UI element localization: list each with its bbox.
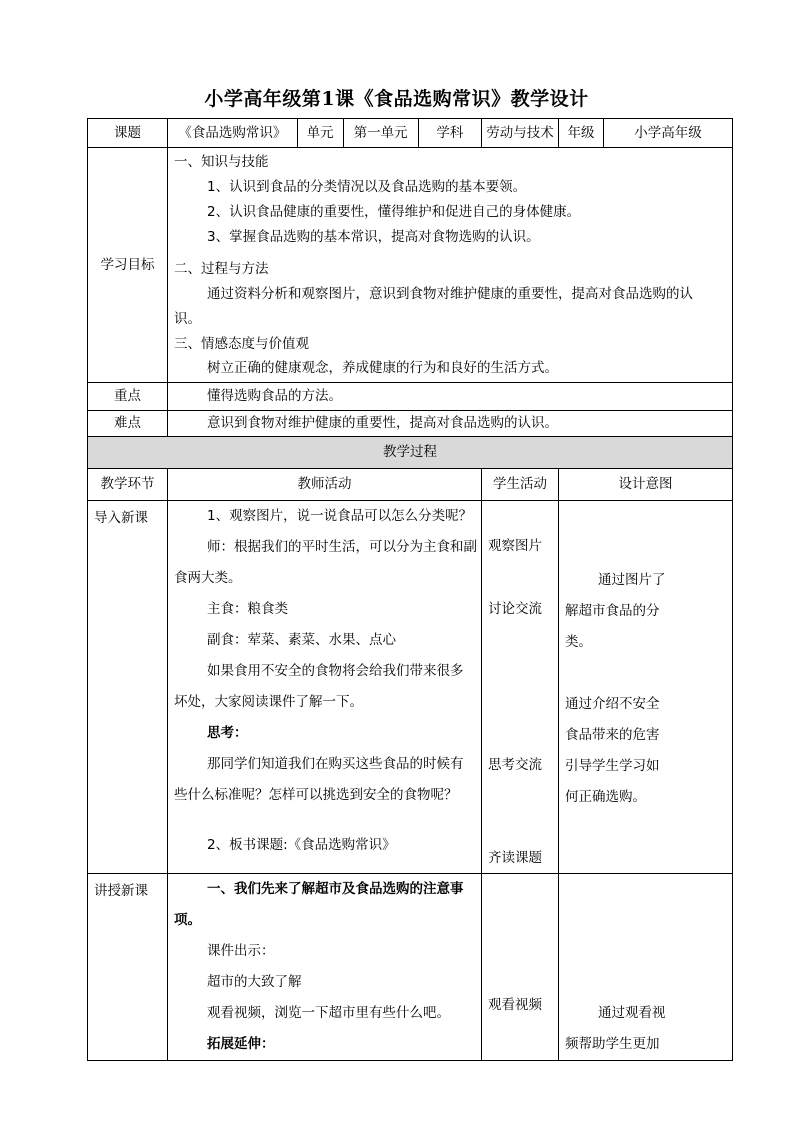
- difficulty-row: [88, 411, 733, 437]
- objective-line: 一、知识与技能: [174, 154, 269, 170]
- teacher-line: 那同学们知道我们在购买这些食品的时候有: [207, 756, 464, 772]
- design-line: 食品带来的危害: [565, 727, 660, 743]
- course-label: 课题: [88, 119, 168, 148]
- objective-line: 通过资料分析和观察图片，意识到食物对维护健康的重要性，提高对食品选购的认: [207, 286, 693, 302]
- column-student: 学生活动: [482, 469, 559, 501]
- process-header: 教学过程: [88, 437, 733, 469]
- header-row: [88, 119, 733, 148]
- unit-label: 单元: [297, 119, 343, 148]
- teacher-line: 课件出示：: [207, 943, 275, 959]
- objective-line: 1、认识到食品的分类情况以及食品选购的基本要领。: [207, 179, 527, 195]
- teacher-line: 项。: [174, 912, 201, 928]
- student-line: 齐读课题: [488, 850, 542, 866]
- column-design: 设计意图: [559, 469, 733, 501]
- objectives-label: 学习目标: [88, 148, 168, 383]
- objectives-row: [88, 148, 733, 383]
- key-point-label: 重点: [88, 383, 168, 411]
- teacher-line: 观看视频，浏览一下超市里有些什么吧。: [207, 1005, 450, 1021]
- teacher-line: 主食：粮食类: [207, 601, 288, 617]
- teacher-line: 2、板书课题:《食品选购常识》: [207, 837, 396, 853]
- design-line: 通过图片了: [598, 572, 666, 588]
- teacher-line: 食两大类。: [174, 570, 242, 586]
- teacher-line: 如果食用不安全的食物将会给我们带来很多: [207, 663, 464, 679]
- lecture-row: [88, 874, 733, 1061]
- intro-stage: 导入新课: [88, 501, 168, 874]
- intro-student: [482, 501, 559, 874]
- teacher-line: 1、观察图片，说一说食品可以怎么分类呢？: [207, 508, 473, 524]
- difficulty-label: 难点: [88, 411, 168, 437]
- difficulty-value: 意识到食物对维护健康的重要性，提高对食品选购的认识。: [168, 411, 733, 437]
- grade-label: 年级: [559, 119, 604, 148]
- teacher-line: 师：根据我们的平时生活，可以分为主食和副: [207, 539, 477, 555]
- objective-line: 树立正确的健康观念，养成健康的行为和良好的生活方式。: [207, 360, 558, 376]
- lecture-student: [482, 874, 559, 1061]
- key-point-row: [88, 383, 733, 411]
- objectives-content: [168, 148, 733, 383]
- design-line: 解超市食品的分: [565, 603, 660, 619]
- objective-line: 二、过程与方法: [174, 261, 269, 277]
- teacher-line: 副食：荤菜、素菜、水果、点心: [207, 632, 396, 648]
- grade-value: 小学高年级: [604, 119, 733, 148]
- student-line: 讨论交流: [488, 601, 542, 617]
- unit-value: 第一单元: [343, 119, 418, 148]
- lecture-design: [559, 874, 733, 1061]
- lesson-plan-table: [87, 118, 733, 1061]
- intro-teacher: [168, 501, 482, 874]
- teacher-line: 些什么标准呢？怎样可以挑选到安全的食物呢？: [174, 787, 458, 803]
- key-point-value: 懂得选购食品的方法。: [168, 383, 733, 411]
- objective-line: 3、掌握食品选购的基本常识，提高对食物选购的认识。: [207, 229, 540, 245]
- objective-line: 三、情感态度与价值观: [174, 336, 309, 352]
- teacher-line: 思考：: [207, 725, 248, 741]
- student-line: 观看视频: [488, 997, 542, 1013]
- page-title: 小学高年级第1课《食品选购常识》教学设计: [204, 88, 589, 110]
- design-line: 类。: [565, 634, 592, 650]
- teacher-line: 坏处，大家阅读课件了解一下。: [174, 694, 363, 710]
- teacher-line: 拓展延伸：: [207, 1036, 275, 1052]
- process-header-row: [88, 437, 733, 469]
- design-line: 通过观看视: [598, 1005, 666, 1021]
- lecture-stage: 讲授新课: [88, 874, 168, 1061]
- student-line: 思考交流: [488, 757, 542, 773]
- column-stage: 教学环节: [88, 469, 168, 501]
- lecture-teacher: [168, 874, 482, 1061]
- intro-design: [559, 501, 733, 874]
- intro-row: [88, 501, 733, 874]
- subject-value: 劳动与技术: [482, 119, 559, 148]
- teacher-line: 超市的大致了解: [207, 974, 302, 990]
- teacher-line: 一、我们先来了解超市及食品选购的注意事: [207, 881, 464, 897]
- student-line: 观察图片: [488, 538, 542, 554]
- column-teacher: 教师活动: [168, 469, 482, 501]
- design-line: 通过介绍不安全: [565, 696, 660, 712]
- design-line: 何正确选购。: [565, 789, 646, 805]
- process-columns-row: [88, 469, 733, 501]
- subject-label: 学科: [418, 119, 481, 148]
- design-line: 引导学生学习如: [565, 758, 660, 774]
- design-line: 频帮助学生更加: [565, 1036, 660, 1052]
- objective-line: 2、认识食品健康的重要性，懂得维护和促进自己的身体健康。: [207, 204, 581, 220]
- course-value: 《食品选购常识》: [168, 119, 298, 148]
- objective-line: 识。: [174, 311, 201, 327]
